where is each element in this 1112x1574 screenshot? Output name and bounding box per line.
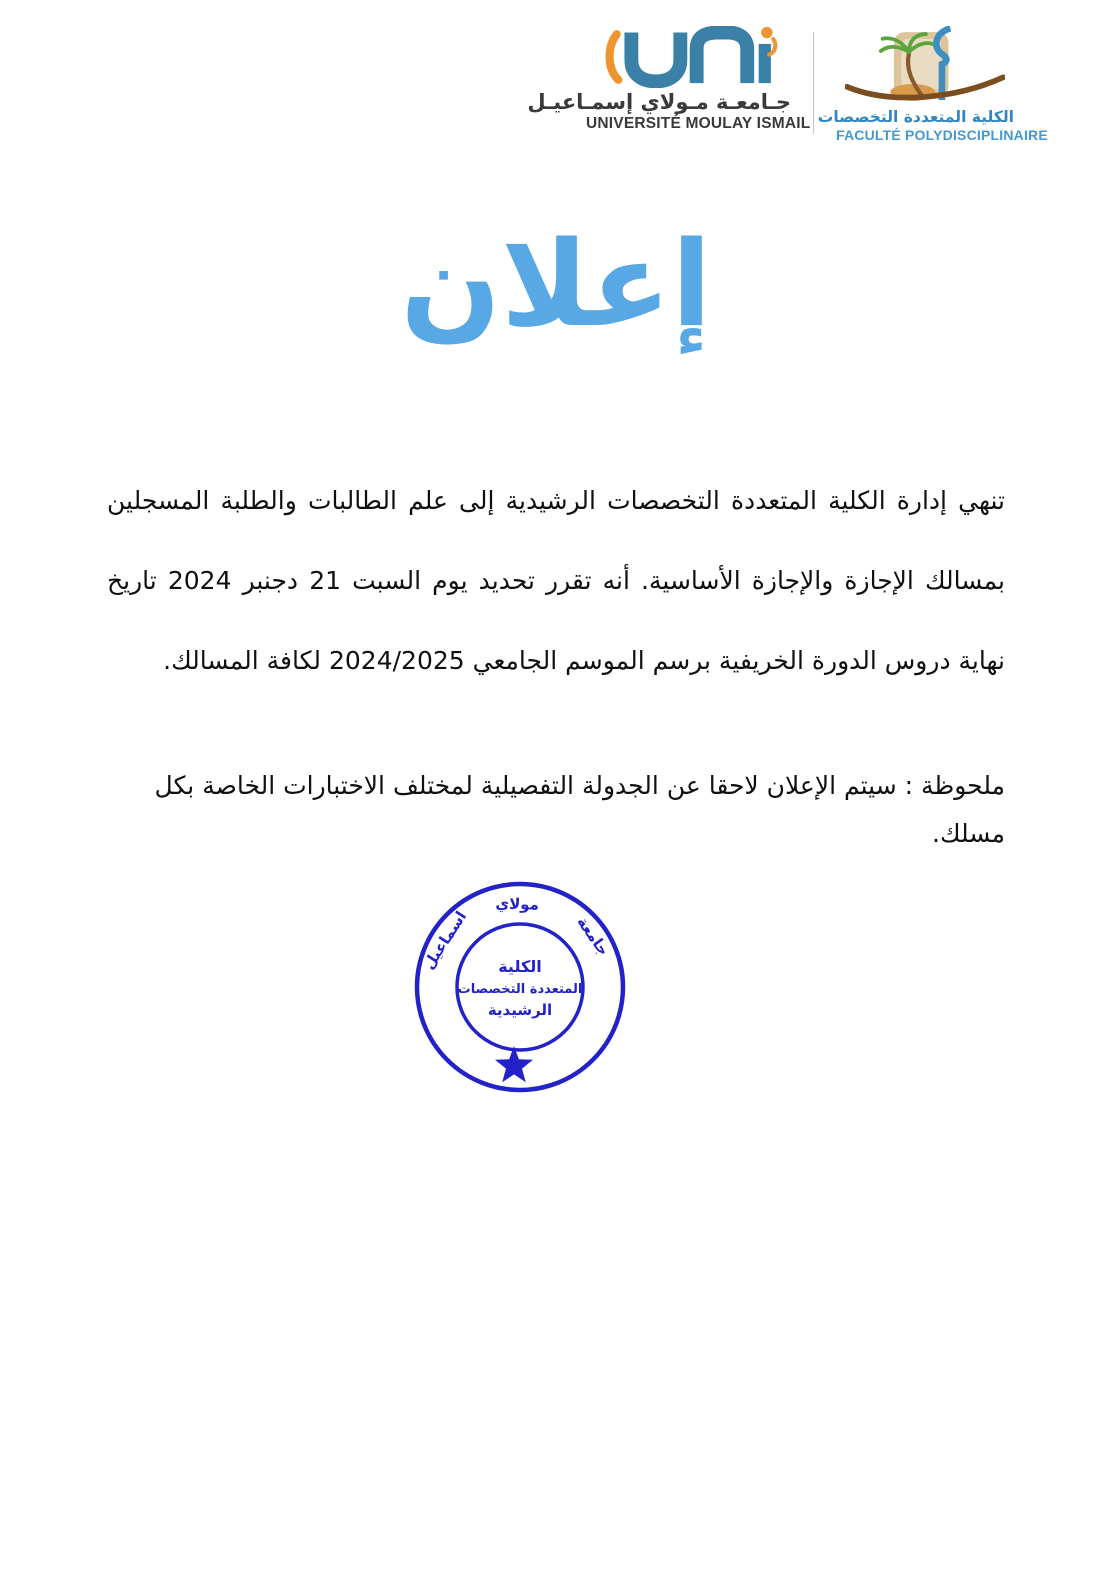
faculty-logo-block: [817, 26, 1048, 145]
umi-logo-icon: [596, 26, 781, 88]
faculty-arabic-name: الكلية المتعددة التخصصات: [817, 108, 1014, 126]
faculty-latin-name: FACULTÉ POLYDISCIPLINAIRE: [836, 127, 1048, 144]
faculty-logo-icon: [845, 26, 1005, 108]
stamp-arc-word-first: جامعة: [573, 913, 613, 960]
umi-logo-block: [527, 26, 811, 134]
logo-divider: [813, 32, 814, 134]
stamp-center-line1: الكلية: [498, 957, 542, 976]
announcement-note: ملحوظة : سيتم الإعلان لاحقا عن الجدولة التفصيلية لمختلف الاختبارات الخاصة بكل مسلك.: [154, 771, 1005, 848]
umi-latin-name: UNIVERSITÉ MOULAY ISMAIL: [586, 115, 811, 133]
stamp-arc-word-middle: مولاي: [495, 894, 540, 914]
stamp-arc-word-last: اسماعيل: [419, 907, 471, 973]
page-title: إعلان: [400, 215, 712, 353]
stamp-star-icon: [495, 1046, 533, 1082]
announcement-paragraph: تنهي إدارة الكلية المتعددة التخصصات الرشيدية إلى علم الطالبات والطلبة المسجلين بمسالك الإجازة والإجازة الأساسية. أنه تقرر تحديد يوم السبت 21 دجنبر 2024 تاريخ نهاية دروس الدورة الخريفية برسم الموسم الجامعي 2024/2025 لكافة المسالك.: [107, 486, 1005, 675]
stamp-center-line2: المتعددة التخصصات: [457, 982, 583, 997]
umi-arabic-name: جـامعـة مـولاي إسمـاعيـل: [527, 90, 791, 114]
header-logos: [527, 26, 1048, 145]
official-stamp: [412, 879, 628, 1095]
stamp-center-line3: الرشيدية: [487, 1001, 553, 1019]
